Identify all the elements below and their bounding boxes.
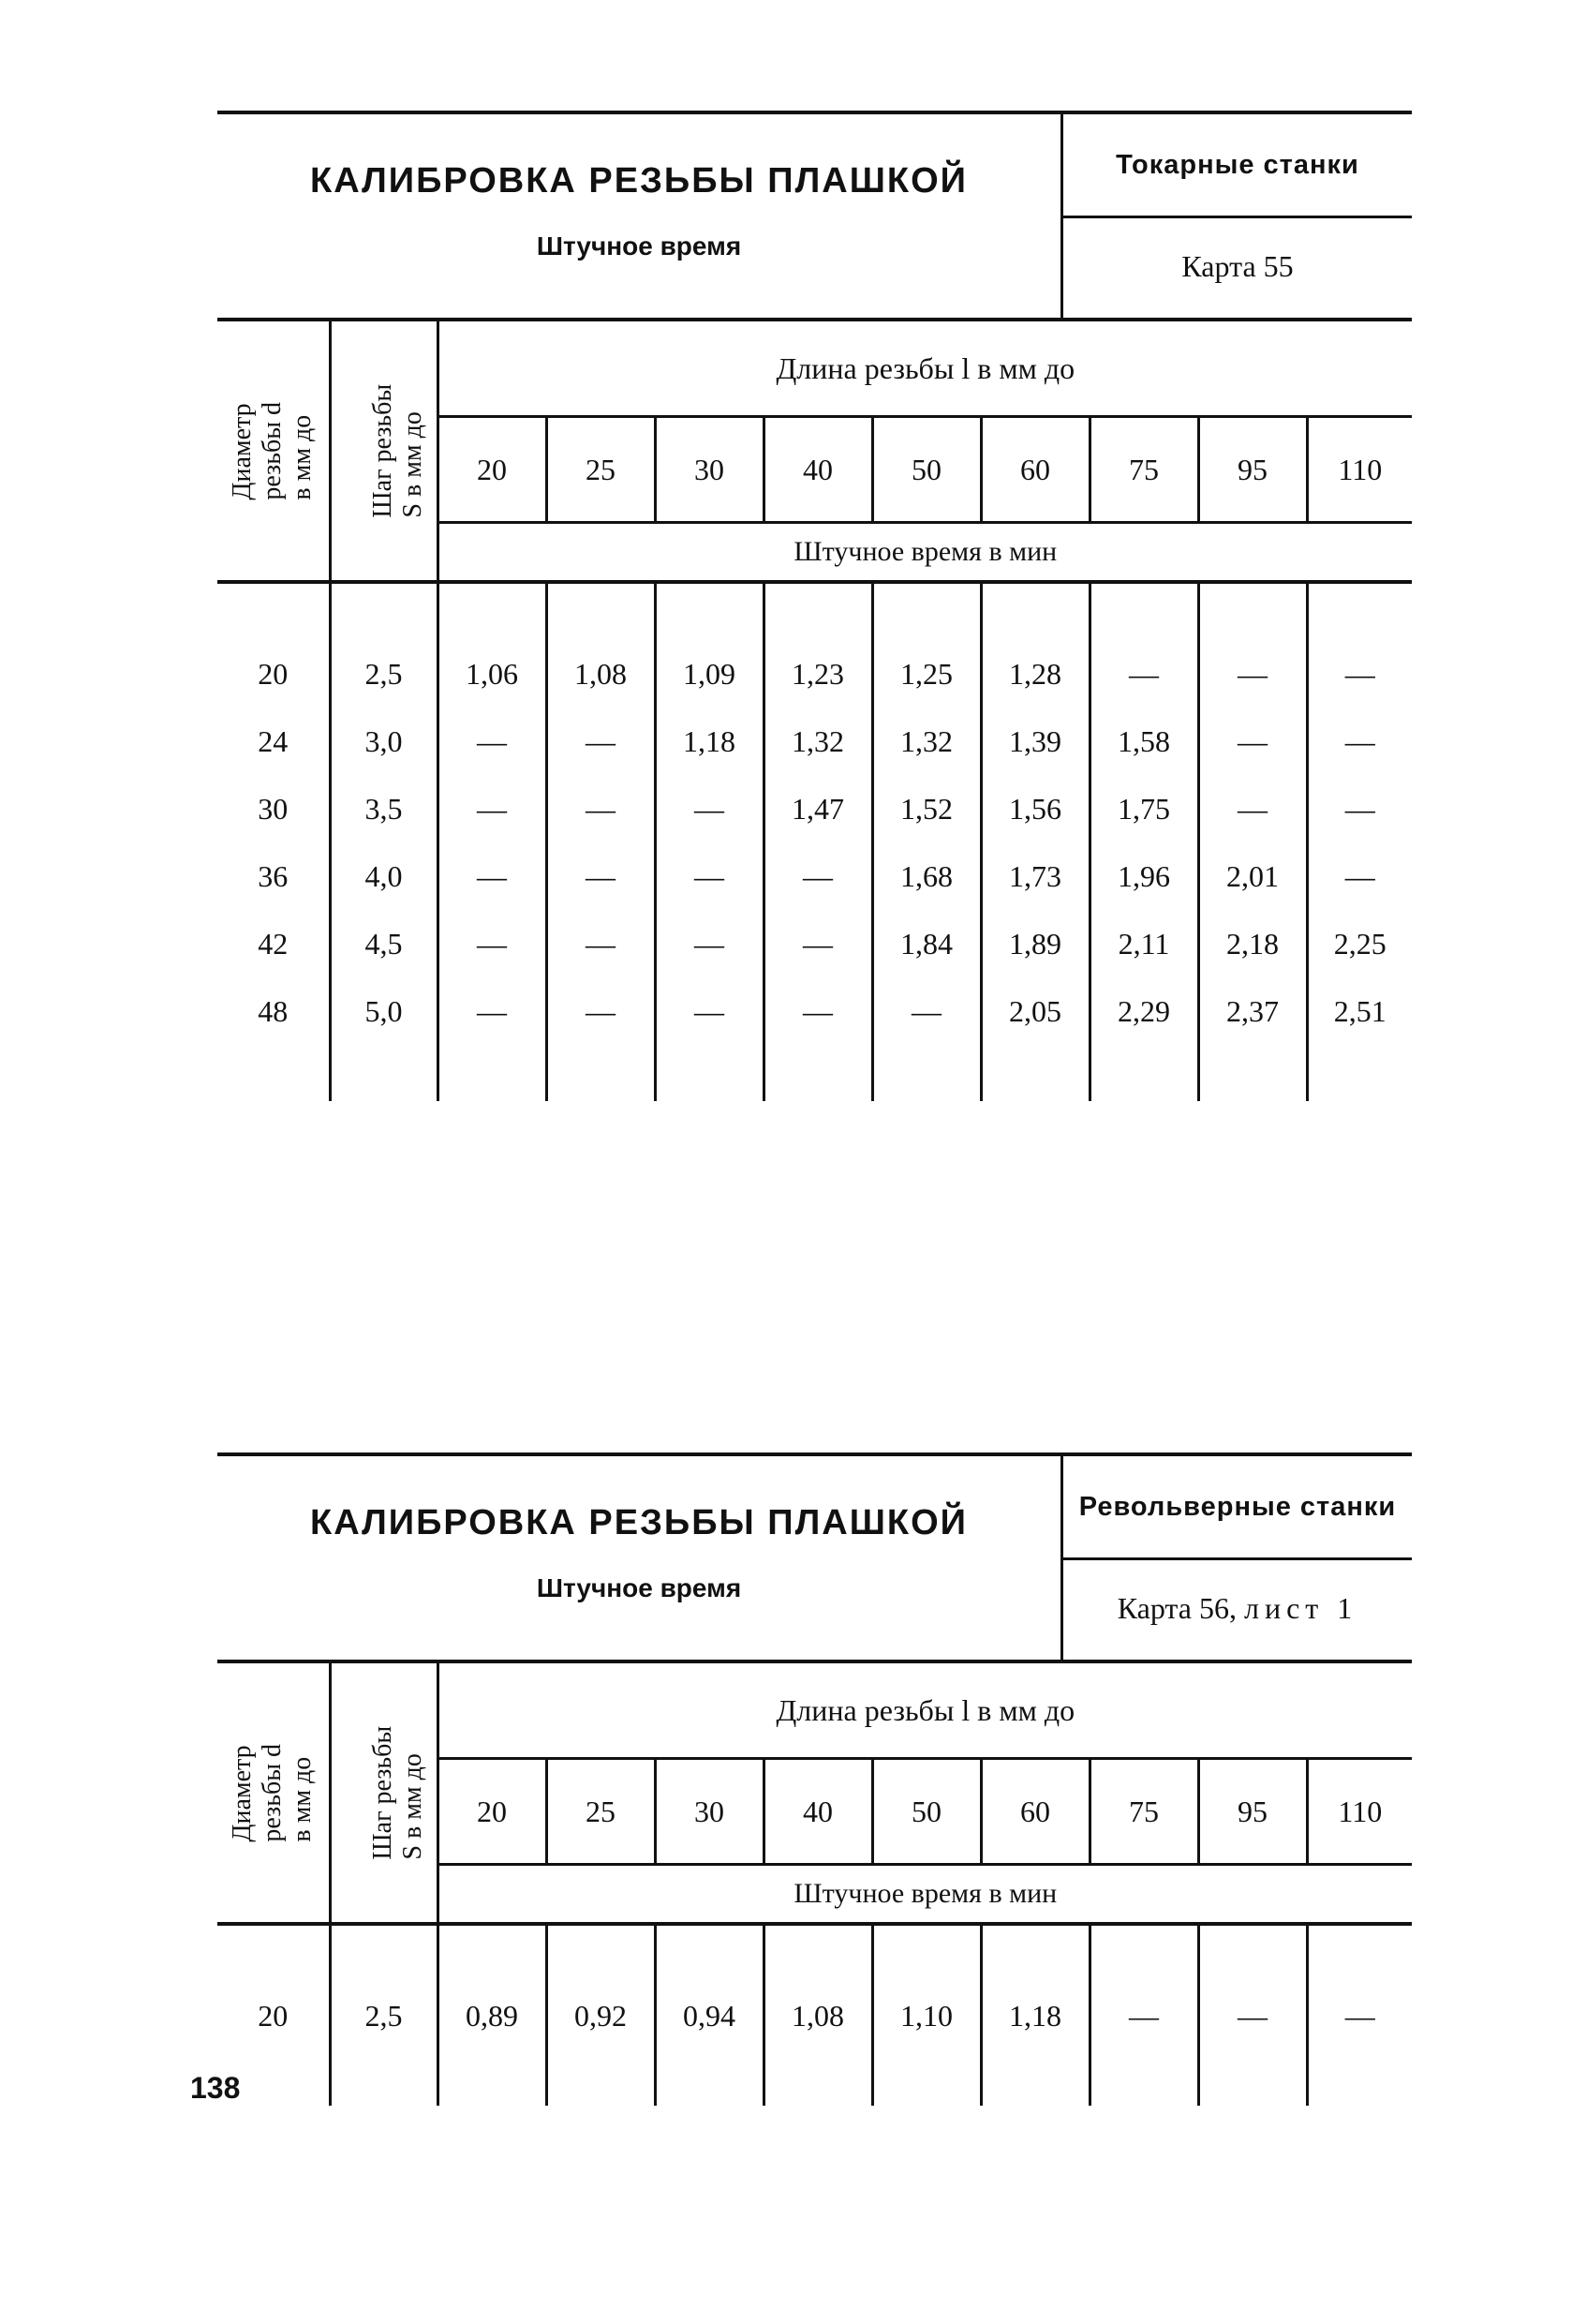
length-col: 75 [1090,417,1198,523]
time-cell: — [655,910,764,977]
length-col: 75 [1090,1759,1198,1865]
time-cell: — [437,910,546,977]
card-title: КАЛИБРОВКА РЕЗЬБЫ ПЛАШКОЙ [310,161,968,201]
time-cell: — [764,842,872,910]
time-cell: 0,92 [546,1982,655,2049]
pitch-cell: 3,0 [330,708,437,775]
time-cell: 1,06 [437,640,546,708]
card-55 [217,111,1412,1101]
time-cell: 2,51 [1307,977,1412,1045]
diameter-cell: 30 [258,791,289,826]
col-header-pitch: Шаг резьбы S в мм до [330,321,437,582]
length-col: 40 [764,1759,872,1865]
card-subtitle: Штучное время [536,231,742,261]
card-subtitle: Штучное время [536,1573,742,1602]
pitch-cell: 3,5 [330,775,437,842]
time-cell: 1,18 [981,1982,1090,2049]
length-col: 95 [1198,1759,1307,1865]
machine-type: Револьверные станки [1063,1456,1412,1560]
time-cell: — [655,842,764,910]
time-cell: 1,09 [655,640,764,708]
time-cell: 2,05 [981,977,1090,1045]
table-row [217,775,1412,842]
col-header-pitch: Шаг резьбы S в мм до [330,1663,437,1924]
time-cell: — [1307,708,1412,775]
time-cell: — [437,977,546,1045]
time-cell: 2,01 [1198,842,1307,910]
time-cell: 1,47 [764,775,872,842]
time-cell: — [1307,1982,1412,2049]
time-cell: 2,11 [1090,910,1198,977]
diameter-cell: 42 [258,926,289,961]
time-cell: 0,94 [655,1982,764,2049]
time-cell: 1,28 [981,640,1090,708]
time-cell: 2,25 [1307,910,1412,977]
time-cell: 1,84 [872,910,981,977]
time-cell: — [1198,640,1307,708]
time-cell: 1,08 [546,640,655,708]
length-header: Длина резьбы l в мм до [437,1663,1412,1759]
table-row [217,640,1412,708]
table-row [217,1982,1412,2049]
length-col: 40 [764,417,872,523]
card-sheet: лист 1 [1244,1591,1358,1625]
card-label: Карта 55 [1181,249,1294,283]
pitch-cell: 5,0 [330,977,437,1045]
time-cell: 1,10 [872,1982,981,2049]
time-cell: — [764,910,872,977]
length-col: 60 [981,1759,1090,1865]
time-cell: 1,18 [655,708,764,775]
col-header-diameter: Диаметр резьбы d в мм до [217,321,330,582]
time-cell: — [437,708,546,775]
table-row [217,842,1412,910]
card-header [217,111,1412,321]
table-row [217,910,1412,977]
card-number [1063,216,1412,318]
title-block [217,1456,1060,1660]
time-cell: — [546,708,655,775]
time-cell: — [1307,842,1412,910]
time-cell: — [655,977,764,1045]
length-col: 20 [437,1759,546,1865]
pitch-cell: 4,5 [330,910,437,977]
pitch-cell: 2,5 [330,1982,437,2049]
time-cell: 2,37 [1198,977,1307,1045]
time-cell: 1,73 [981,842,1090,910]
time-cell: — [655,775,764,842]
table-row [217,708,1412,775]
norms-table [217,1663,1412,2106]
time-cell: 1,52 [872,775,981,842]
time-cell: — [437,842,546,910]
time-cell: — [546,775,655,842]
length-col: 30 [655,1759,764,1865]
pitch-cell: 4,0 [330,842,437,910]
norms-table [217,321,1412,1101]
length-col: 50 [872,417,981,523]
time-cell: — [1307,640,1412,708]
machine-type: Токарные станки [1063,114,1412,218]
time-cell: — [1090,640,1198,708]
card-title: КАЛИБРОВКА РЕЗЬБЫ ПЛАШКОЙ [310,1503,968,1542]
time-cell: 1,32 [764,708,872,775]
time-cell: — [437,775,546,842]
diameter-cell: 20 [258,1998,289,2033]
time-cell: 1,75 [1090,775,1198,842]
length-col: 110 [1307,1759,1412,1865]
time-cell: 1,89 [981,910,1090,977]
table-row [217,977,1412,1045]
time-cell: 1,96 [1090,842,1198,910]
col-header-diameter: Диаметр резьбы d в мм до [217,1663,330,1924]
time-cell: — [546,842,655,910]
pitch-cell: 2,5 [330,640,437,708]
page-number: 138 [190,2071,241,2105]
diameter-cell: 36 [258,858,289,893]
time-cell: — [1307,775,1412,842]
length-col: 25 [546,417,655,523]
length-col: 60 [981,417,1090,523]
unit-header: Штучное время в мин [437,523,1412,583]
time-cell: 1,23 [764,640,872,708]
length-col: 110 [1307,417,1412,523]
length-col: 25 [546,1759,655,1865]
side-block [1060,114,1412,318]
time-cell: 1,08 [764,1982,872,2049]
card-number [1063,1557,1412,1660]
length-col: 30 [655,417,764,523]
diameter-cell: 20 [258,656,289,691]
length-col: 50 [872,1759,981,1865]
side-block [1060,1456,1412,1660]
time-cell: — [546,910,655,977]
time-cell: 2,18 [1198,910,1307,977]
diameter-cell: 48 [258,993,289,1028]
time-cell: — [872,977,981,1045]
time-cell: 0,89 [437,1982,546,2049]
time-cell: 1,25 [872,640,981,708]
unit-header: Штучное время в мин [437,1865,1412,1925]
time-cell: 1,32 [872,708,981,775]
card-56 [217,1452,1412,2106]
time-cell: 1,39 [981,708,1090,775]
time-cell: — [1198,775,1307,842]
time-cell: 2,29 [1090,977,1198,1045]
time-cell: — [1090,1982,1198,2049]
diameter-cell: 24 [258,723,289,758]
time-cell: — [546,977,655,1045]
card-header [217,1452,1412,1663]
card-label: Карта 56, [1117,1591,1237,1625]
time-cell: 1,56 [981,775,1090,842]
length-col: 20 [437,417,546,523]
length-header: Длина резьбы l в мм до [437,321,1412,417]
time-cell: — [1198,708,1307,775]
time-cell: 1,58 [1090,708,1198,775]
title-block [217,114,1060,318]
time-cell: — [1198,1982,1307,2049]
time-cell: — [764,977,872,1045]
length-col: 95 [1198,417,1307,523]
time-cell: 1,68 [872,842,981,910]
